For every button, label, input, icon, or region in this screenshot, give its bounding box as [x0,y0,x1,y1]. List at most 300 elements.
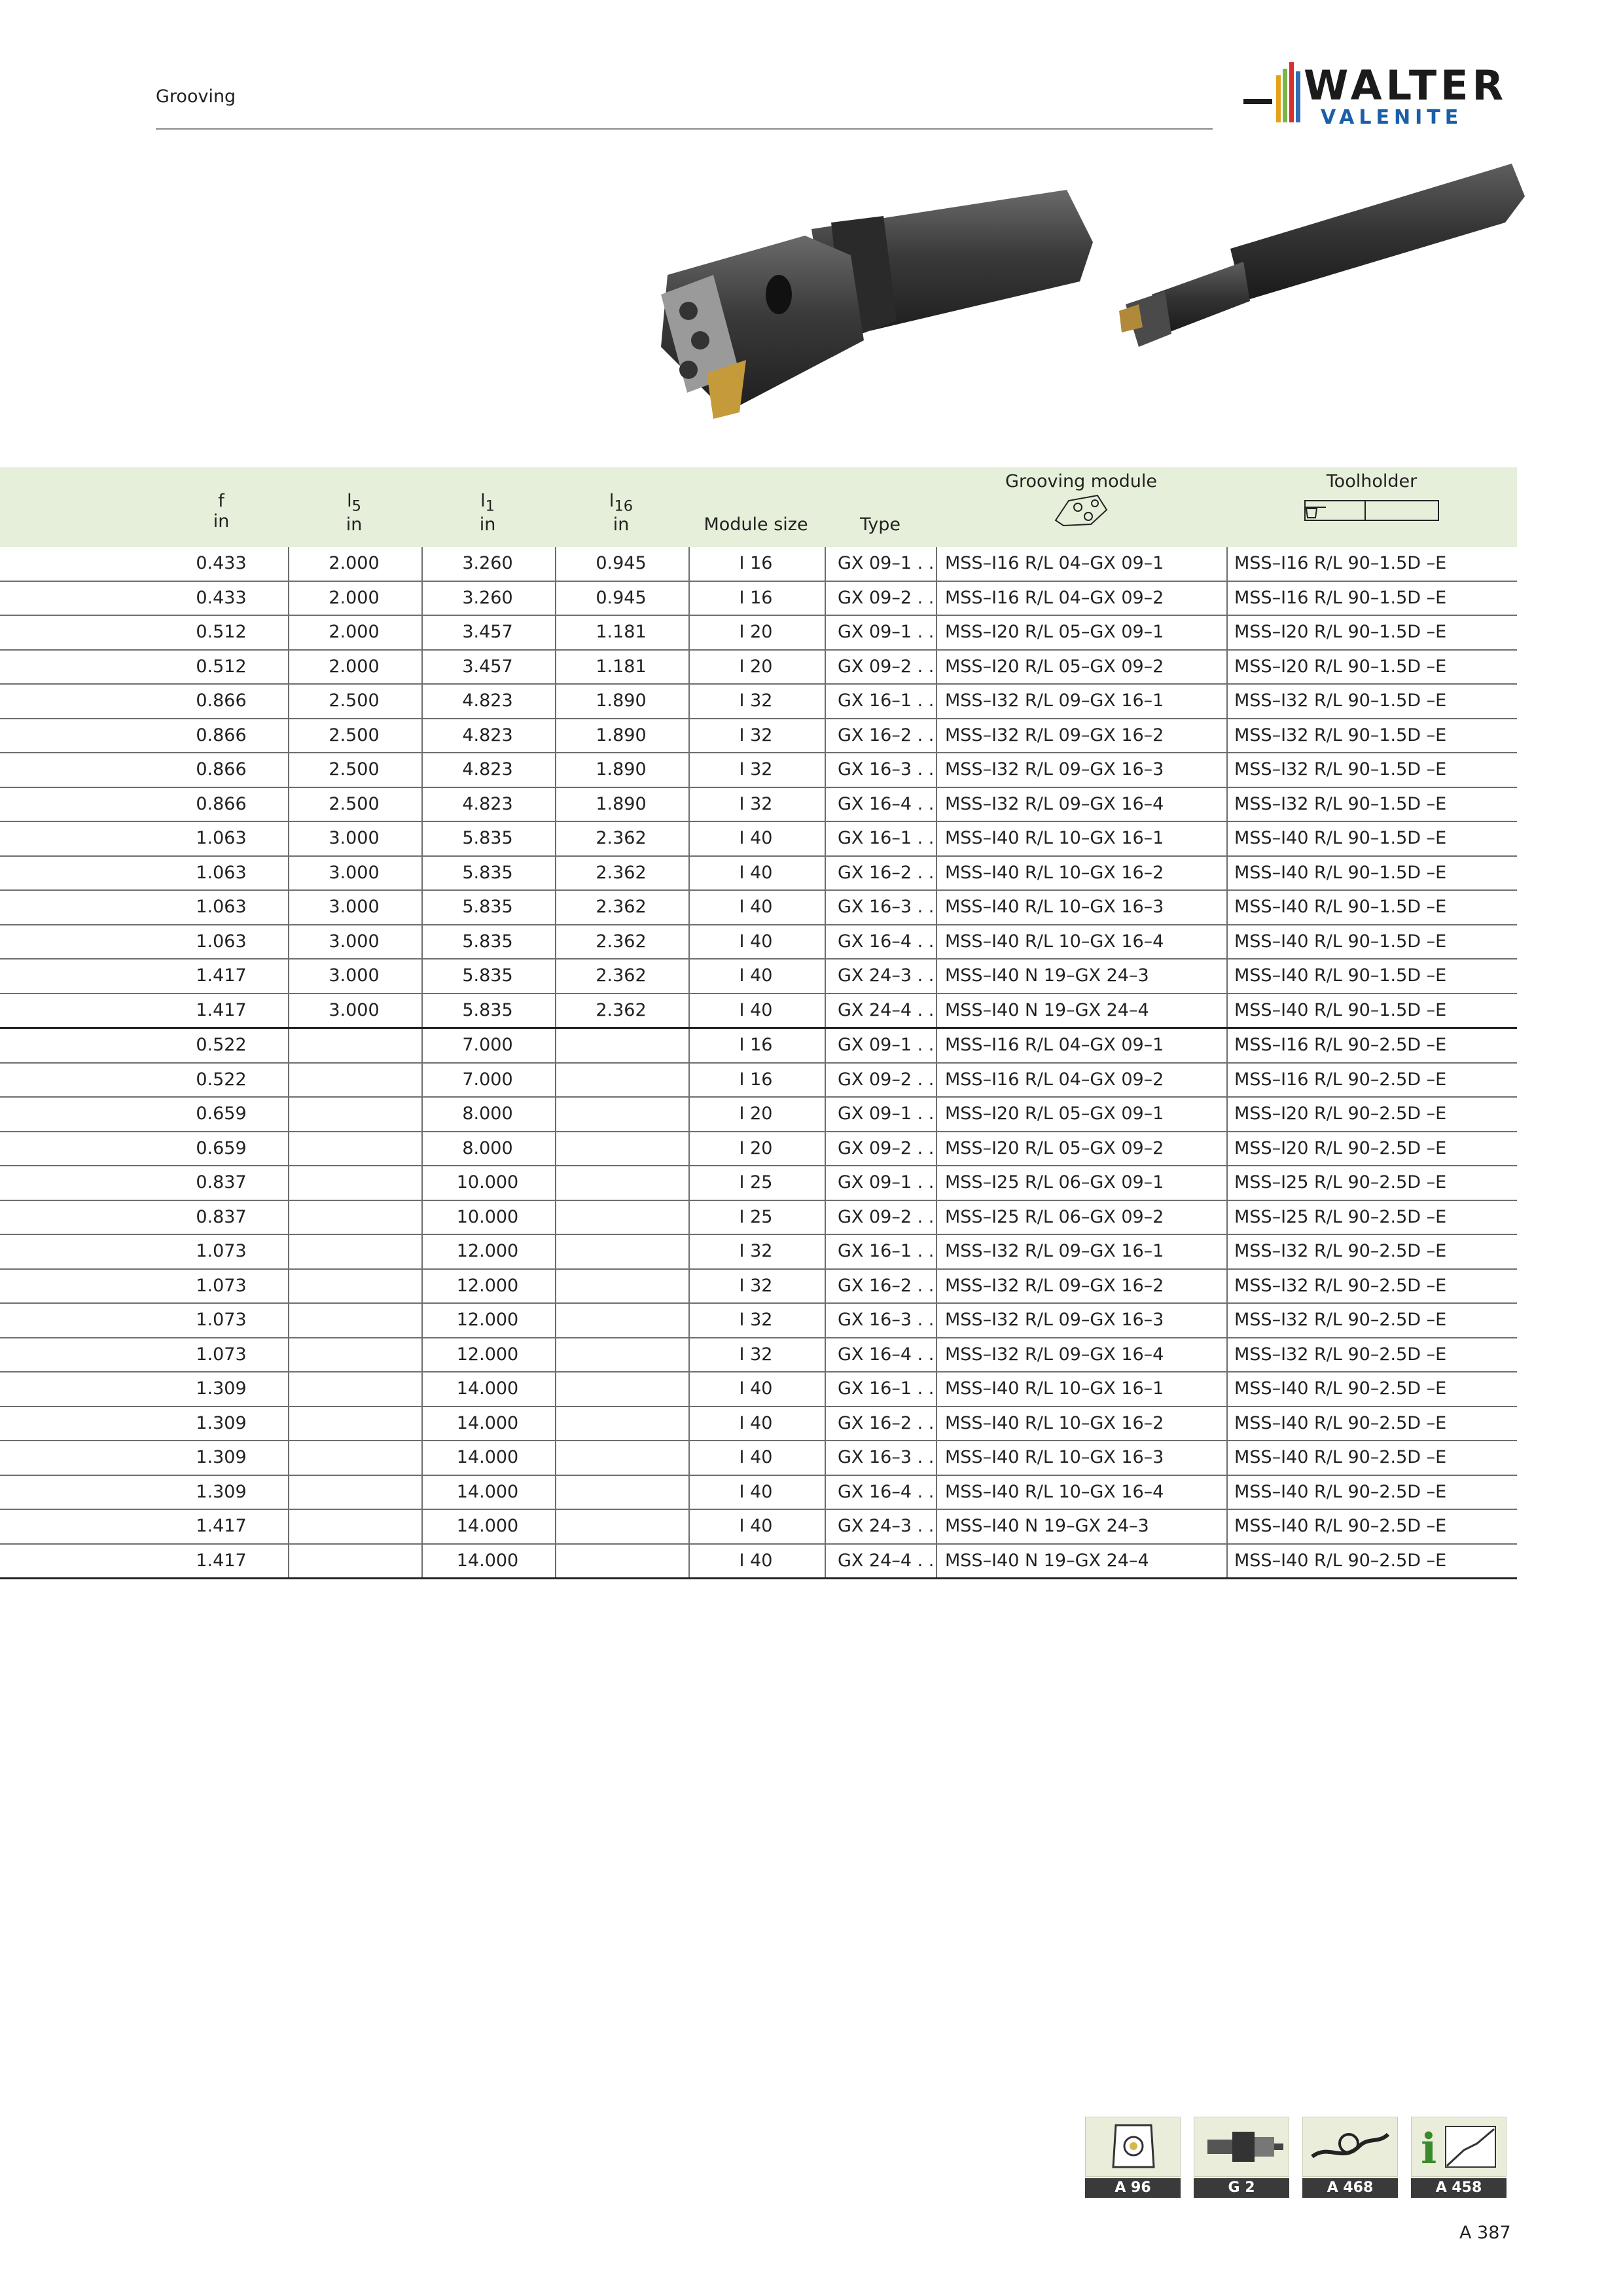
cell-gm: MSS–I32 R/L 09–GX 16–1 [945,1241,1164,1261]
table-row [0,719,1517,754]
cell-l1: 14.000 [456,1412,519,1433]
cell-type: GX 16–4 . . [838,1344,935,1365]
cell-l5 [288,1476,420,1509]
adapter-icon [1194,2117,1289,2177]
cell-ms: I 40 [739,965,773,986]
cell-l16: 1.890 [596,691,647,711]
cell-type: GX 24–4 . . [838,1550,935,1571]
cell-gm: MSS–I40 N 19–GX 24–3 [945,965,1149,986]
insert-icon [1085,2117,1181,2177]
cell-f: 1.073 [196,1241,247,1261]
cell-l5: 3.000 [329,897,380,917]
cell-type: GX 09–2 . . [838,1138,935,1158]
col-l16-sub: 16 [614,497,633,515]
cell-l5 [288,1545,420,1577]
cell-l5: 3.000 [329,862,380,883]
cell-l1: 10.000 [456,1172,519,1193]
cell-l5: 3.000 [329,931,380,952]
cell-l16: 0.945 [596,587,647,608]
cell-f: 1.309 [196,1378,247,1399]
cell-l16 [555,1166,687,1199]
cell-f: 1.417 [196,1516,247,1536]
cell-gm: MSS–I25 R/L 06–GX 09–1 [945,1172,1164,1193]
reference-a96[interactable] [1085,2117,1181,2198]
cell-type: GX 16–2 . . [838,1275,935,1296]
cell-l5 [288,1235,420,1268]
cell-f: 1.309 [196,1481,247,1502]
cell-gm: MSS–I40 R/L 10–GX 16–4 [945,931,1164,952]
cell-type: GX 09–1 . . [838,1103,935,1124]
cell-f: 0.512 [196,622,247,642]
cell-type: GX 16–4 . . [838,1481,935,1502]
reference-a468[interactable] [1302,2117,1398,2198]
cell-l1: 4.823 [462,759,513,780]
cell-l16: 2.362 [596,965,647,986]
cell-l1: 5.835 [462,999,513,1020]
cell-f: 1.073 [196,1344,247,1365]
cell-th: MSS–I40 R/L 90–2.5D –E [1234,1447,1447,1467]
col-l16-label: l [609,491,615,511]
cell-f: 0.837 [196,1172,247,1193]
cell-ms: I 32 [739,1241,773,1261]
cell-type: GX 09–2 . . [838,1069,935,1090]
cell-l5: 3.000 [329,965,380,986]
cell-ms: I 40 [739,862,773,883]
table-row [0,1407,1517,1442]
cell-l1: 3.457 [462,622,513,642]
cell-f: 1.417 [196,1550,247,1571]
cell-l16 [555,1545,687,1577]
cell-l5 [288,1064,420,1096]
col-header-grooving-module [937,471,1225,533]
reference-label: G 2 [1194,2178,1289,2198]
cell-gm: MSS–I32 R/L 09–GX 16–3 [945,759,1164,780]
cell-l16 [555,1476,687,1509]
cell-f: 1.063 [196,931,247,952]
cell-f: 0.659 [196,1138,247,1158]
cell-th: MSS–I20 R/L 90–1.5D –E [1234,656,1447,677]
cell-gm: MSS–I40 R/L 10–GX 16–2 [945,1412,1164,1433]
cell-th: MSS–I40 R/L 90–2.5D –E [1234,1550,1447,1571]
col-l1-unit: in [479,514,496,535]
cell-l16: 1.890 [596,793,647,814]
cell-l16: 1.181 [596,622,647,642]
cell-l1: 3.260 [462,553,513,573]
cell-l16 [555,1064,687,1096]
cell-gm: MSS–I40 R/L 10–GX 16–3 [945,1447,1164,1467]
cell-gm: MSS–I40 R/L 10–GX 16–4 [945,1481,1164,1502]
cell-th: MSS–I40 R/L 90–2.5D –E [1234,1481,1447,1502]
cell-type: GX 09–1 . . [838,622,935,642]
cell-l16 [555,1201,687,1234]
info-chart-icon [1411,2117,1507,2177]
cell-gm: MSS–I32 R/L 09–GX 16–4 [945,793,1164,814]
cell-th: MSS–I32 R/L 90–2.5D –E [1234,1241,1447,1261]
cell-l16 [555,1338,687,1371]
table-header [0,467,1517,547]
reference-label: A 468 [1302,2178,1398,2198]
cell-gm: MSS–I40 R/L 10–GX 16–2 [945,862,1164,883]
cell-l1: 10.000 [456,1206,519,1227]
col-l5-unit: in [346,514,363,535]
cell-type: GX 16–2 . . [838,725,935,745]
cell-gm: MSS–I20 R/L 05–GX 09–2 [945,656,1164,677]
cell-l1: 8.000 [462,1103,513,1124]
cell-ms: I 32 [739,725,773,745]
cell-l1: 3.457 [462,656,513,677]
table-row [0,685,1517,719]
cell-gm: MSS–I16 R/L 04–GX 09–1 [945,1035,1164,1055]
cell-th: MSS–I25 R/L 90–2.5D –E [1234,1206,1447,1227]
table-body [0,547,1517,1579]
cell-l16 [555,1441,687,1474]
cell-type: GX 09–1 . . [838,1035,935,1055]
cell-l16 [555,1270,687,1302]
cell-f: 1.063 [196,862,247,883]
table-row [0,1098,1517,1132]
cell-l5 [288,1201,420,1234]
cell-l1: 8.000 [462,1138,513,1158]
cell-f: 1.309 [196,1412,247,1433]
table-row [0,788,1517,823]
cell-l16 [555,1407,687,1440]
cell-th: MSS–I32 R/L 90–1.5D –E [1234,793,1447,814]
cell-l5: 2.500 [329,725,380,745]
cell-type: GX 16–1 . . [838,691,935,711]
cell-l1: 4.823 [462,725,513,745]
walter-valenite-logo [1243,62,1518,134]
cell-l16 [555,1235,687,1268]
cell-l5: 3.000 [329,828,380,848]
cell-l16 [555,1510,687,1543]
cell-l1: 5.835 [462,862,513,883]
cell-th: MSS–I32 R/L 90–2.5D –E [1234,1310,1447,1330]
col-header-type: Type [859,514,901,535]
cell-l1: 5.835 [462,828,513,848]
cell-l16: 1.890 [596,759,647,780]
table-row [0,1476,1517,1511]
cell-l1: 12.000 [456,1275,519,1296]
cell-gm: MSS–I40 R/L 10–GX 16–1 [945,828,1164,848]
logo-subword: VALENITE [1321,106,1463,129]
cell-gm: MSS–I32 R/L 09–GX 16–2 [945,1275,1164,1296]
col-l1-label: l [480,491,486,511]
cell-type: GX 16–3 . . [838,1310,935,1330]
table-row [0,1029,1517,1064]
cell-ms: I 32 [739,1310,773,1330]
table-row [0,1132,1517,1167]
cell-th: MSS–I40 R/L 90–1.5D –E [1234,999,1447,1020]
table-row [0,1338,1517,1373]
grooving-module-icon [1052,492,1111,528]
product-table [0,467,1517,1579]
table-row [0,651,1517,685]
cell-l16: 2.362 [596,828,647,848]
table-row [0,1201,1517,1236]
cell-th: MSS–I32 R/L 90–1.5D –E [1234,759,1447,780]
tool-application-icon [1302,2117,1398,2177]
cell-gm: MSS–I32 R/L 09–GX 16–4 [945,1344,1164,1365]
cell-th: MSS–I20 R/L 90–2.5D –E [1234,1103,1447,1124]
cell-ms: I 40 [739,999,773,1020]
reference-label: A 458 [1411,2178,1507,2198]
cell-th: MSS–I32 R/L 90–1.5D –E [1234,691,1447,711]
cell-l5 [288,1098,420,1130]
cell-th: MSS–I16 R/L 90–2.5D –E [1234,1035,1447,1055]
cell-f: 1.417 [196,965,247,986]
cell-ms: I 20 [739,1138,773,1158]
cell-gm: MSS–I32 R/L 09–GX 16–2 [945,725,1164,745]
header-rule [156,128,1213,130]
cell-l16: 1.181 [596,656,647,677]
cell-type: GX 16–1 . . [838,1241,935,1261]
cell-th: MSS–I40 R/L 90–1.5D –E [1234,931,1447,952]
cell-th: MSS–I20 R/L 90–1.5D –E [1234,622,1447,642]
cell-ms: I 40 [739,1447,773,1467]
cell-l1: 5.835 [462,931,513,952]
cell-l1: 12.000 [456,1310,519,1330]
cell-f: 1.063 [196,897,247,917]
cell-th: MSS–I40 R/L 90–2.5D –E [1234,1378,1447,1399]
cell-f: 0.866 [196,793,247,814]
cell-ms: I 40 [739,1550,773,1571]
cell-gm: MSS–I40 R/L 10–GX 16–3 [945,897,1164,917]
table-row [0,753,1517,788]
cell-l5: 3.000 [329,999,380,1020]
cell-ms: I 32 [739,1275,773,1296]
cell-l5 [288,1338,420,1371]
cell-l16 [555,1098,687,1130]
cell-l1: 14.000 [456,1447,519,1467]
cell-f: 0.433 [196,553,247,573]
cell-f: 1.063 [196,828,247,848]
grooving-module-image [648,177,1093,432]
col-header-l5 [288,491,420,535]
cell-l1: 7.000 [462,1069,513,1090]
table-row [0,1064,1517,1098]
cell-ms: I 16 [739,1069,773,1090]
cell-l5 [288,1304,420,1336]
cell-ms: I 40 [739,1412,773,1433]
cell-type: GX 16–4 . . [838,931,935,952]
cell-f: 0.866 [196,691,247,711]
cell-type: GX 09–2 . . [838,1206,935,1227]
col-header-f [156,491,287,531]
cell-ms: I 25 [739,1172,773,1193]
cell-l5: 2.000 [329,553,380,573]
cell-ms: I 40 [739,828,773,848]
table-row [0,1270,1517,1304]
reference-a458[interactable] [1411,2117,1507,2198]
cell-l16 [555,1304,687,1336]
cell-type: GX 16–3 . . [838,897,935,917]
cell-l16: 2.362 [596,862,647,883]
cell-th: MSS–I40 R/L 90–1.5D –E [1234,828,1447,848]
cell-type: GX 09–1 . . [838,553,935,573]
cell-gm: MSS–I40 N 19–GX 24–4 [945,1550,1149,1571]
cell-l5: 2.000 [329,656,380,677]
cell-ms: I 40 [739,1516,773,1536]
cell-th: MSS–I40 R/L 90–1.5D –E [1234,965,1447,986]
cell-th: MSS–I25 R/L 90–2.5D –E [1234,1172,1447,1193]
cell-type: GX 16–2 . . [838,862,935,883]
table-row [0,960,1517,994]
cell-l5: 2.500 [329,759,380,780]
cell-ms: I 16 [739,1035,773,1055]
table-row [0,1166,1517,1201]
table-row [0,994,1517,1030]
cell-f: 0.866 [196,759,247,780]
cell-gm: MSS–I25 R/L 06–GX 09–2 [945,1206,1164,1227]
table-row [0,857,1517,891]
cell-l5 [288,1029,420,1062]
reference-label: A 96 [1085,2178,1181,2198]
cell-gm: MSS–I20 R/L 05–GX 09–1 [945,1103,1164,1124]
cell-l5: 2.500 [329,691,380,711]
cell-l1: 5.835 [462,965,513,986]
cell-ms: I 40 [739,931,773,952]
cell-th: MSS–I16 R/L 90–1.5D –E [1234,587,1447,608]
table-row [0,1441,1517,1476]
page-number: A 387 [1459,2223,1511,2243]
cell-ms: I 32 [739,759,773,780]
cell-ms: I 20 [739,1103,773,1124]
cell-f: 0.659 [196,1103,247,1124]
cell-ms: I 40 [739,1481,773,1502]
cell-ms: I 40 [739,897,773,917]
cell-l16: 2.362 [596,931,647,952]
table-row [0,891,1517,925]
cell-l1: 7.000 [462,1035,513,1055]
table-row [0,1372,1517,1407]
table-row [0,582,1517,617]
cell-type: GX 09–2 . . [838,656,935,677]
cell-th: MSS–I40 R/L 90–1.5D –E [1234,862,1447,883]
cell-type: GX 16–1 . . [838,1378,935,1399]
cell-gm: MSS–I32 R/L 09–GX 16–3 [945,1310,1164,1330]
cell-l1: 14.000 [456,1378,519,1399]
cell-l5 [288,1372,420,1405]
table-row [0,1304,1517,1338]
cell-l16: 1.890 [596,725,647,745]
cell-th: MSS–I32 R/L 90–2.5D –E [1234,1275,1447,1296]
cell-th: MSS–I32 R/L 90–2.5D –E [1234,1344,1447,1365]
cell-l1: 3.260 [462,587,513,608]
cell-gm: MSS–I16 R/L 04–GX 09–1 [945,553,1164,573]
col-header-l1 [421,491,554,535]
cell-l16: 2.362 [596,999,647,1020]
cell-ms: I 25 [739,1206,773,1227]
cell-gm: MSS–I32 R/L 09–GX 16–1 [945,691,1164,711]
table-row [0,1510,1517,1545]
cell-f: 1.073 [196,1310,247,1330]
cell-f: 0.433 [196,587,247,608]
col-l5-sub: 5 [351,497,361,515]
col-f-unit: in [213,511,230,531]
cell-gm: MSS–I16 R/L 04–GX 09–2 [945,587,1164,608]
section-title: Grooving [156,86,236,107]
cell-f: 0.522 [196,1069,247,1090]
cell-gm: MSS–I16 R/L 04–GX 09–2 [945,1069,1164,1090]
cell-type: GX 09–2 . . [838,587,935,608]
cell-gm: MSS–I20 R/L 05–GX 09–2 [945,1138,1164,1158]
table-row [0,1235,1517,1270]
cell-l1: 4.823 [462,691,513,711]
cell-ms: I 32 [739,1344,773,1365]
cell-l16: 0.945 [596,553,647,573]
svg-text:i: i [1421,2125,1437,2174]
cell-l5: 2.500 [329,793,380,814]
cell-l5 [288,1441,420,1474]
cell-th: MSS–I40 R/L 90–2.5D –E [1234,1412,1447,1433]
cell-type: GX 24–4 . . [838,999,935,1020]
cell-ms: I 20 [739,656,773,677]
cell-l1: 12.000 [456,1241,519,1261]
col-l5-label: l [347,491,352,511]
col-l16-unit: in [613,514,630,535]
cell-l5 [288,1270,420,1302]
cell-ms: I 20 [739,622,773,642]
cell-f: 0.866 [196,725,247,745]
cell-l1: 12.000 [456,1344,519,1365]
cell-l5: 2.000 [329,587,380,608]
table-row [0,1545,1517,1580]
cell-gm: MSS–I40 N 19–GX 24–3 [945,1516,1149,1536]
cell-l1: 14.000 [456,1516,519,1536]
cell-l5 [288,1407,420,1440]
cell-f: 1.309 [196,1447,247,1467]
cell-th: MSS–I40 R/L 90–2.5D –E [1234,1516,1447,1536]
cell-l1: 14.000 [456,1481,519,1502]
cell-ms: I 40 [739,1378,773,1399]
cell-th: MSS–I32 R/L 90–1.5D –E [1234,725,1447,745]
cell-l1: 5.835 [462,897,513,917]
cell-ms: I 32 [739,793,773,814]
col-f-label: f [218,491,224,511]
toolholder-label: Toolholder [1326,471,1418,492]
cell-type: GX 16–2 . . [838,1412,935,1433]
logo-bars-icon [1243,62,1304,128]
col-header-l16 [555,491,687,535]
col-header-module-size: Module size [704,514,808,535]
col-l1-sub: 1 [485,497,495,515]
cell-type: GX 16–3 . . [838,1447,935,1467]
cell-th: MSS–I40 R/L 90–1.5D –E [1234,897,1447,917]
cell-type: GX 16–4 . . [838,793,935,814]
cell-l5 [288,1132,420,1165]
cell-f: 0.522 [196,1035,247,1055]
cell-f: 0.512 [196,656,247,677]
cell-l1: 14.000 [456,1550,519,1571]
table-row [0,925,1517,960]
cell-l1: 4.823 [462,793,513,814]
cell-ms: I 32 [739,691,773,711]
cell-th: MSS–I16 R/L 90–1.5D –E [1234,553,1447,573]
cell-l5 [288,1166,420,1199]
reference-g2[interactable] [1194,2117,1289,2198]
table-row [0,616,1517,651]
cell-type: GX 09–1 . . [838,1172,935,1193]
toolholder-icon [1300,492,1444,528]
cell-f: 1.073 [196,1275,247,1296]
logo-word: WALTER [1304,62,1508,109]
cell-type: GX 24–3 . . [838,1516,935,1536]
cell-gm: MSS–I20 R/L 05–GX 09–1 [945,622,1164,642]
cell-th: MSS–I20 R/L 90–2.5D –E [1234,1138,1447,1158]
cell-l5: 2.000 [329,622,380,642]
grooving-module-label: Grooving module [1005,471,1157,492]
table-row [0,547,1517,582]
